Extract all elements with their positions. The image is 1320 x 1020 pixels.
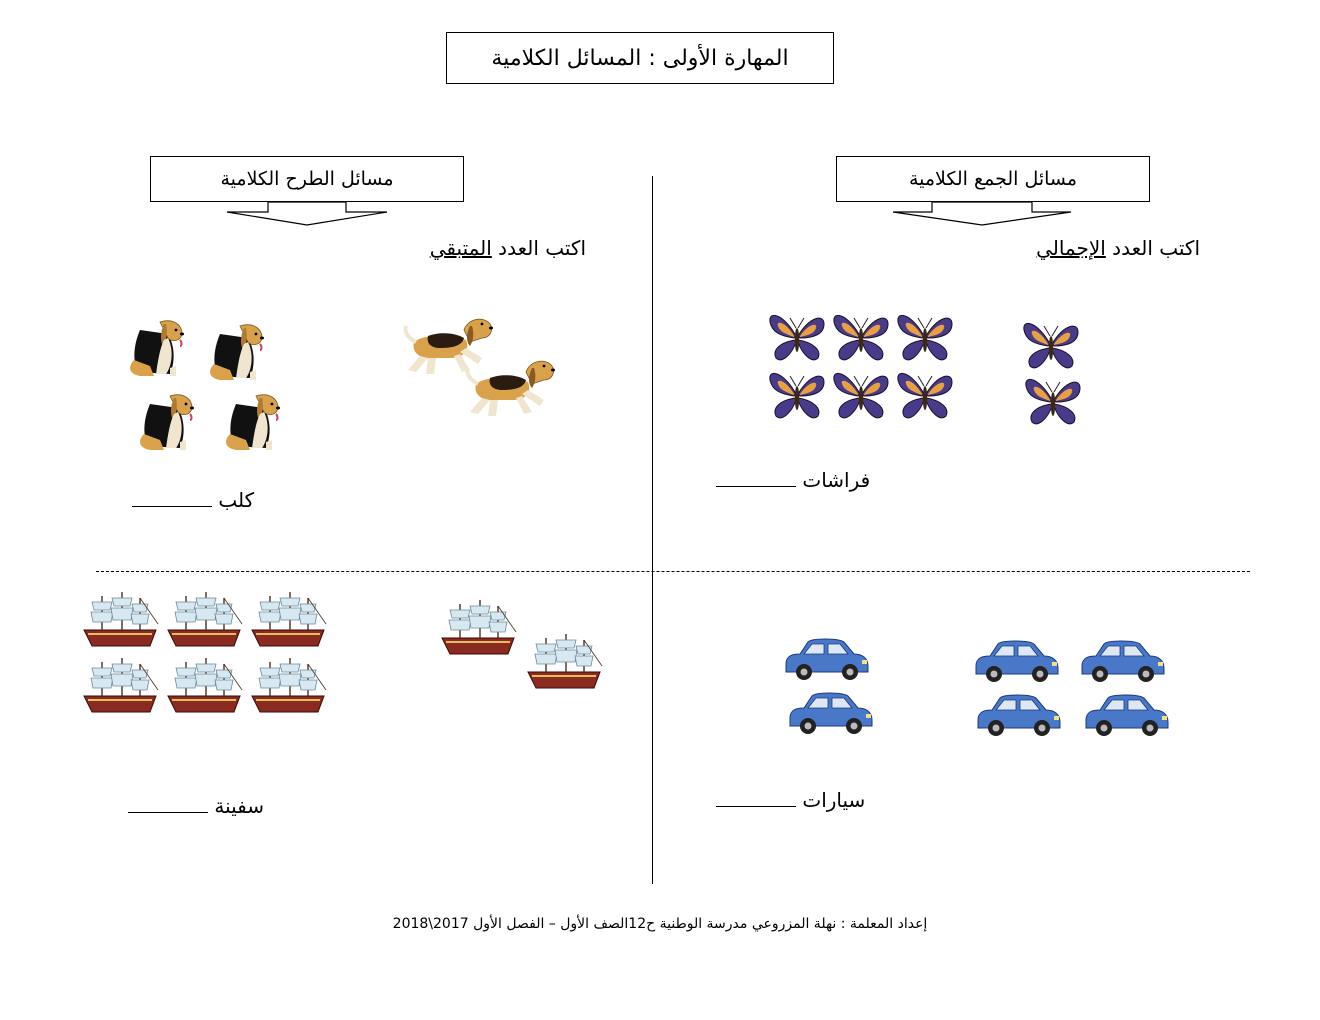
butterfly-icon [898,373,952,417]
butterfly-icon [898,315,952,359]
butterfly-icon [770,315,824,359]
dog-icon [467,361,555,416]
dog-group-large [120,310,300,460]
car-group-large [972,632,1182,748]
answer-label: سيارات [802,788,866,812]
ship-icon [84,592,158,646]
answer-label: سفينة [214,794,265,818]
vertical-divider [652,176,653,884]
answer-blank[interactable] [716,788,796,807]
car-group-small [780,630,880,742]
ship-icon [528,634,602,688]
instruction-keyword: المتبقي [429,236,492,260]
ship-icon [442,600,516,654]
butterfly-icon [770,373,824,417]
horizontal-divider [96,571,1250,572]
ship-icon [168,592,242,646]
answer-cars [716,788,865,812]
butterfly-icon [1024,323,1078,367]
addition-instruction [1036,236,1200,260]
ship-icon [252,658,326,712]
butterfly-group-small [1020,318,1090,434]
butterfly-icon [834,315,888,359]
subtraction-instruction [430,236,586,260]
instruction-prefix: اكتب العدد [491,236,586,260]
answer-dogs [132,488,254,512]
ship-icon [84,658,158,712]
answer-butterflies [716,468,870,492]
car-icon [978,695,1060,736]
butterfly-icon [834,373,888,417]
dog-icon [405,319,493,374]
car-icon [1082,641,1164,682]
ship-icon [252,592,326,646]
footer-credit: إعداد المعلمة : نهلة المزروعي مدرسة الوطنية ح12الصف الأول – الفصل الأول 2017\2018 [392,916,928,932]
page-title: المهارة الأولى : المسائل الكلامية [446,32,834,84]
dog-icon [210,325,264,380]
ship-icon [168,658,242,712]
dog-icon [130,321,184,376]
answer-label: فراشات [802,468,871,492]
instruction-keyword: الإجمالي [1036,236,1106,260]
dog-group-small [404,312,574,430]
ship-group-large [78,588,328,722]
answer-blank[interactable] [132,488,212,507]
car-icon [786,639,868,680]
answer-blank[interactable] [716,468,796,487]
down-arrow-icon [226,201,388,227]
ship-group-small [438,598,608,698]
butterfly-group-large [766,310,966,430]
dog-icon [140,395,194,450]
car-icon [1086,695,1168,736]
answer-blank[interactable] [128,794,208,813]
instruction-prefix: اكتب العدد [1105,236,1200,260]
answer-label: كلب [218,488,255,512]
answer-ships [128,794,264,818]
subtraction-header: مسائل الطرح الكلامية [150,156,464,202]
addition-header: مسائل الجمع الكلامية [836,156,1150,202]
car-icon [790,693,872,734]
down-arrow-icon [892,201,1072,227]
dog-icon [226,395,280,450]
car-icon [976,641,1058,682]
butterfly-icon [1026,379,1080,423]
